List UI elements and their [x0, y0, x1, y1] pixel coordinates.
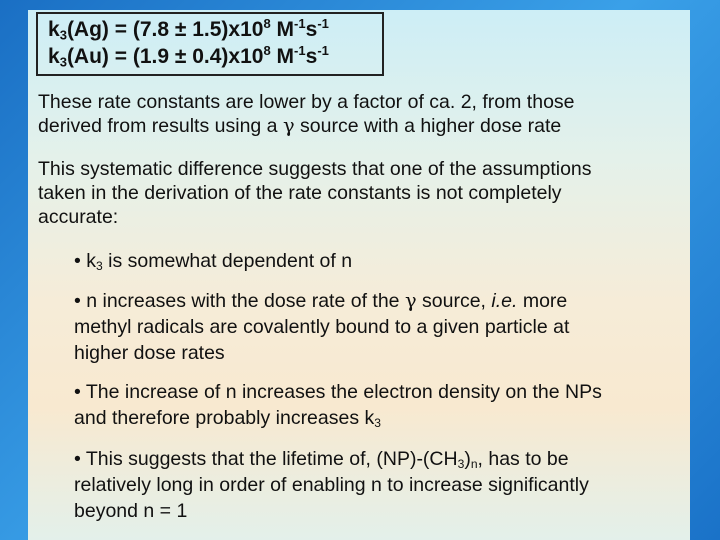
gamma-symbol: γ [404, 289, 417, 312]
bullet-electron-density: • The increase of n increases the electron density on the NPs and therefore probably increases $k_3$ [74, 381, 602, 431]
rate-constant-au [48, 43, 382, 70]
unit-s-exponent: -1 [317, 16, 329, 32]
unit-m: M [270, 18, 295, 41]
gamma-symbol: γ [282, 114, 295, 137]
rate-constant-ag [48, 16, 382, 43]
paragraph-systematic-difference [38, 157, 592, 229]
bullet-k3-dependence: • $k_3$ is somewhat dependent of n [74, 250, 353, 274]
ag-value: (Ag) = (7.8 ± 1.5)x10 [66, 18, 264, 41]
k-subscript: 3 [59, 27, 67, 43]
text-line: accurate: [38, 206, 119, 228]
text-line: These rate constants are lower by a factor of ca. 2, from those [38, 91, 575, 113]
unit-m: M [270, 45, 295, 68]
text-line: derived from results using a γ source with a higher dose rate [38, 114, 562, 137]
k-symbol: k [48, 45, 60, 68]
unit-s: s [305, 18, 318, 41]
au-value: (Au) = (1.9 ± 0.4)x10 [66, 45, 264, 68]
exponent: 8 [263, 16, 271, 32]
k-subscript: 3 [59, 54, 67, 70]
bullet-lifetime: • This suggests that the lifetime of, $(NP)-(CH_3)_n$, has to be relatively long in order of enabling n to increase significantly beyond n = 1 [74, 448, 589, 522]
paragraph-rate-comparison [38, 90, 575, 138]
unit-m-exponent: -1 [294, 43, 306, 59]
unit-s: s [305, 45, 318, 68]
rate-constant-box [36, 12, 384, 76]
exponent: 8 [263, 43, 271, 59]
bullet-dose-rate: • n increases with the dose rate of the γ source, i.e. more methyl radicals are covalently bound to a given particle at higher dose rates [74, 289, 570, 364]
unit-s-exponent: -1 [317, 43, 329, 59]
text-line: taken in the derivation of the rate constants is not completely [38, 182, 562, 204]
text-line: This systematic difference suggests that one of the assumptions [38, 158, 592, 180]
k-symbol: k [48, 18, 60, 41]
unit-m-exponent: -1 [294, 16, 306, 32]
